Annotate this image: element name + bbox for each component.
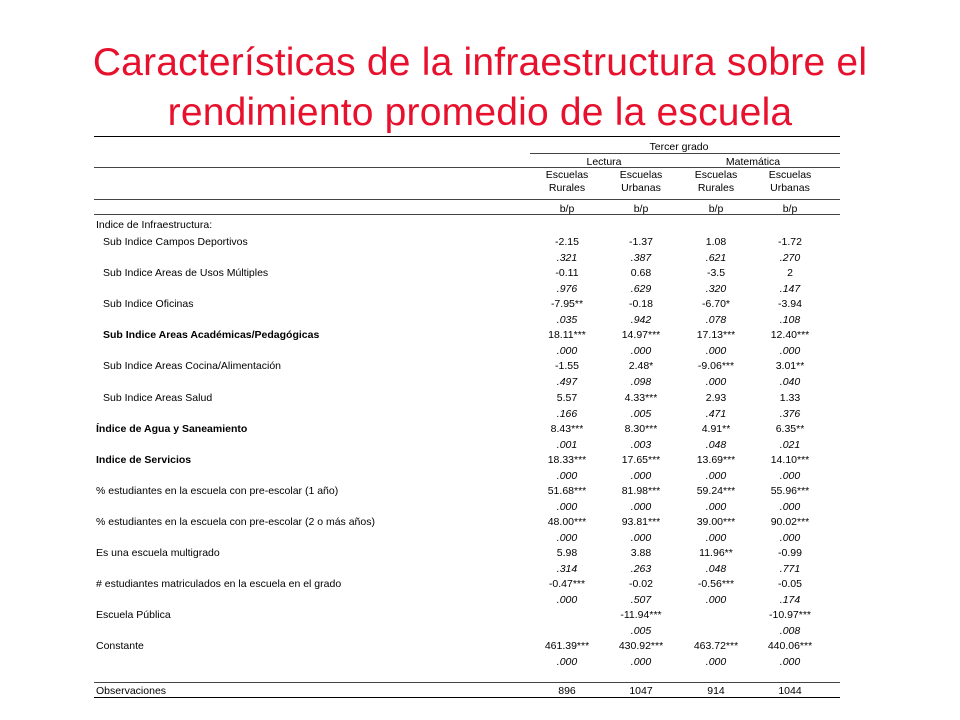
row-label: Sub Indice Areas Cocina/Alimentación <box>103 360 282 373</box>
coefficient-cell: 14.97*** <box>621 329 661 342</box>
p-value-cell: .035 <box>556 314 578 327</box>
p-value-cell: .005 <box>630 407 652 420</box>
coefficient-cell: 4.91** <box>701 422 731 435</box>
coefficient-cell: -6.70* <box>701 298 731 311</box>
title-line-1: Características de la infraestructura sobre el <box>92 41 868 84</box>
p-value-cell: .078 <box>705 314 727 327</box>
p-value-cell: .497 <box>556 376 578 389</box>
row-label: # estudiantes matriculados en la escuela en el grado <box>96 578 342 591</box>
observations-cell: 914 <box>707 685 725 697</box>
coefficient-cell: -0.56*** <box>697 578 735 591</box>
coefficient-cell: -0.18 <box>629 298 653 311</box>
p-value-cell: .040 <box>779 376 801 389</box>
header-column-line2: Rurales <box>697 182 735 194</box>
coefficient-cell: 440.06*** <box>767 640 813 653</box>
coefficient-cell: -7.95** <box>550 298 584 311</box>
row-label: % estudiantes en la escuela con pre-escolar (2 o más años) <box>96 515 375 528</box>
p-value-cell: .000 <box>705 500 727 513</box>
coefficient-cell: 18.11*** <box>548 329 586 342</box>
row-label: Sub Indice Areas Académicas/Pedagógicas <box>103 329 320 342</box>
coefficient-cell: 4.33*** <box>624 391 658 404</box>
slide-title <box>0 38 960 138</box>
row-label: Indice de Servicios <box>96 453 192 466</box>
coefficient-cell: 59.24*** <box>696 484 736 497</box>
observations-top-rule <box>94 682 840 683</box>
p-value-cell: .471 <box>705 407 727 420</box>
header-column-line1: Escuelas <box>545 169 589 181</box>
row-label: Escuela Pública <box>96 609 171 622</box>
coefficient-cell: 0.68 <box>630 267 652 280</box>
coefficient-cell: -1.55 <box>555 360 579 373</box>
row-label: Sub Indice Campos Deportivos <box>103 236 248 248</box>
row-label: % estudiantes en la escuela con pre-escolar (1 año) <box>96 484 339 497</box>
coefficient-cell: -0.47*** <box>548 578 586 591</box>
p-value-cell: .976 <box>556 283 578 296</box>
p-value-cell: .021 <box>779 438 801 451</box>
coefficient-cell: 5.57 <box>556 391 578 404</box>
p-value-cell: .000 <box>705 656 727 669</box>
p-value-cell: .376 <box>779 407 801 420</box>
p-value-cell: .000 <box>556 500 578 513</box>
observations-label: Observaciones <box>96 685 167 697</box>
coefficient-cell: 51.68*** <box>547 484 587 497</box>
coefficient-cell: -10.97*** <box>768 609 812 622</box>
coefficient-cell: -3.94 <box>778 298 802 311</box>
p-value-cell: .387 <box>630 252 652 264</box>
section-label: Indice de Infraestructura: <box>96 219 213 231</box>
coefficient-cell: -0.99 <box>778 547 802 559</box>
p-value-cell: .147 <box>779 283 801 296</box>
coefficient-cell: 3.01** <box>775 360 805 373</box>
coefficient-cell: 11.96** <box>699 547 733 559</box>
p-value-cell: .048 <box>705 563 727 575</box>
p-value-cell: .000 <box>556 469 578 482</box>
coefficient-cell: -2.15 <box>555 236 579 248</box>
coefficient-cell: 1.08 <box>705 236 727 248</box>
coefficient-cell: 55.96*** <box>770 484 810 497</box>
p-value-cell: .000 <box>630 469 652 482</box>
coefficient-cell: 90.02*** <box>770 515 810 528</box>
coefficient-cell: 8.43*** <box>550 422 584 435</box>
coefficient-cell: 461.39*** <box>544 640 590 653</box>
coefficient-cell: 6.35** <box>775 422 805 435</box>
coefficient-cell: -9.06*** <box>697 360 735 373</box>
coefficient-cell: 5.98 <box>556 547 578 559</box>
p-value-cell: .629 <box>630 283 652 296</box>
p-value-cell: .771 <box>779 563 801 575</box>
p-value-cell: .000 <box>556 345 578 358</box>
observations-cell: 896 <box>558 685 576 697</box>
row-label: Constante <box>96 640 144 653</box>
p-value-cell: .005 <box>630 625 652 638</box>
header-group-lectura: Lectura <box>586 156 622 168</box>
coefficient-cell: -0.02 <box>629 578 653 591</box>
p-value-cell: .000 <box>556 656 578 669</box>
coefficient-cell: 14.10*** <box>770 453 810 466</box>
coefficient-cell: 2.93 <box>705 391 727 404</box>
p-value-cell: .000 <box>705 376 727 389</box>
coefficient-cell: 13.69*** <box>696 453 736 466</box>
header-column-line1: Escuelas <box>694 169 738 181</box>
header-column-line2: Rurales <box>548 182 586 194</box>
p-value-cell: .000 <box>630 345 652 358</box>
coefficient-cell: 48.00*** <box>547 515 587 528</box>
p-value-cell: .098 <box>630 376 652 389</box>
p-value-cell: .048 <box>705 438 727 451</box>
p-value-cell: .108 <box>779 314 801 327</box>
p-value-cell: .000 <box>630 656 652 669</box>
row-label: Sub Indice Areas de Usos Múltiples <box>103 267 269 280</box>
grade-underline <box>530 153 840 154</box>
p-value-cell: .314 <box>556 563 578 575</box>
coefficient-cell: 430.92*** <box>618 640 664 653</box>
stat-underline <box>94 214 840 215</box>
p-value-cell: .000 <box>556 531 578 544</box>
p-value-cell: .000 <box>779 656 801 669</box>
p-value-cell: .942 <box>630 314 652 327</box>
p-value-cell: .000 <box>556 594 578 607</box>
coefficient-cell: 18.33*** <box>547 453 587 466</box>
coefficient-cell: 3.88 <box>630 547 652 559</box>
row-label: Sub Indice Oficinas <box>103 298 194 311</box>
observations-cell: 1047 <box>629 685 653 697</box>
p-value-cell: .008 <box>779 625 801 638</box>
coefficient-cell: 463.72*** <box>693 640 739 653</box>
coefficient-cell: 39.00*** <box>696 515 736 528</box>
column-header-underline <box>94 199 840 200</box>
group-underline <box>94 167 840 168</box>
p-value-cell: .621 <box>705 252 727 264</box>
p-value-cell: .000 <box>705 469 727 482</box>
coefficient-cell: -1.72 <box>778 236 802 248</box>
p-value-cell: .320 <box>705 283 727 296</box>
p-value-cell: .000 <box>779 531 801 544</box>
coefficient-cell: 8.30*** <box>624 422 658 435</box>
p-value-cell: .166 <box>556 407 578 420</box>
coefficient-cell: 93.81*** <box>621 515 661 528</box>
p-value-cell: .000 <box>779 500 801 513</box>
coefficient-cell: 17.65*** <box>621 453 661 466</box>
observations-cell: 1044 <box>778 685 802 697</box>
coefficient-cell: 12.40*** <box>770 329 810 342</box>
table-bottom-rule <box>94 697 840 698</box>
coefficient-cell: -1.37 <box>629 236 653 248</box>
p-value-cell: .000 <box>705 345 727 358</box>
header-column-line2: Urbanas <box>621 182 661 194</box>
p-value-cell: .000 <box>779 345 801 358</box>
p-value-cell: .001 <box>556 438 578 451</box>
p-value-cell: .000 <box>630 500 652 513</box>
p-value-cell: .000 <box>630 531 652 544</box>
header-column-line1: Escuelas <box>768 169 812 181</box>
header-stat: b/p <box>782 203 798 215</box>
row-label: Sub Indice Areas Salud <box>103 391 213 404</box>
header-stat: b/p <box>559 203 575 215</box>
coefficient-cell: 2 <box>787 267 793 280</box>
coefficient-cell: -3.5 <box>706 267 726 280</box>
coefficient-cell: 17.13*** <box>696 329 736 342</box>
coefficient-cell: -0.11 <box>555 267 579 280</box>
p-value-cell: .000 <box>779 469 801 482</box>
header-column-line2: Urbanas <box>770 182 810 194</box>
coefficient-cell: -0.05 <box>778 578 802 591</box>
p-value-cell: .003 <box>630 438 652 451</box>
coefficient-cell: 1.33 <box>779 391 801 404</box>
row-label: Es una escuela multigrado <box>96 547 220 559</box>
p-value-cell: .000 <box>705 531 727 544</box>
table-top-rule <box>94 136 840 137</box>
p-value-cell: .000 <box>705 594 727 607</box>
header-stat: b/p <box>633 203 649 215</box>
title-line-2: rendimiento promedio de la escuela <box>167 91 793 134</box>
p-value-cell: .321 <box>556 252 578 264</box>
header-grade: Tercer grado <box>649 141 709 153</box>
coefficient-cell: 81.98*** <box>621 484 661 497</box>
header-stat: b/p <box>708 203 724 215</box>
coefficient-cell: 2.48* <box>628 360 654 373</box>
p-value-cell: .270 <box>779 252 801 264</box>
header-column-line1: Escuelas <box>619 169 663 181</box>
row-label: Índice de Agua y Saneamiento <box>96 422 248 435</box>
p-value-cell: .174 <box>779 594 801 607</box>
coefficient-cell: -11.94*** <box>620 609 662 622</box>
header-group-matematica: Matemática <box>725 156 781 168</box>
p-value-cell: .263 <box>630 563 652 575</box>
p-value-cell: .507 <box>630 594 652 607</box>
